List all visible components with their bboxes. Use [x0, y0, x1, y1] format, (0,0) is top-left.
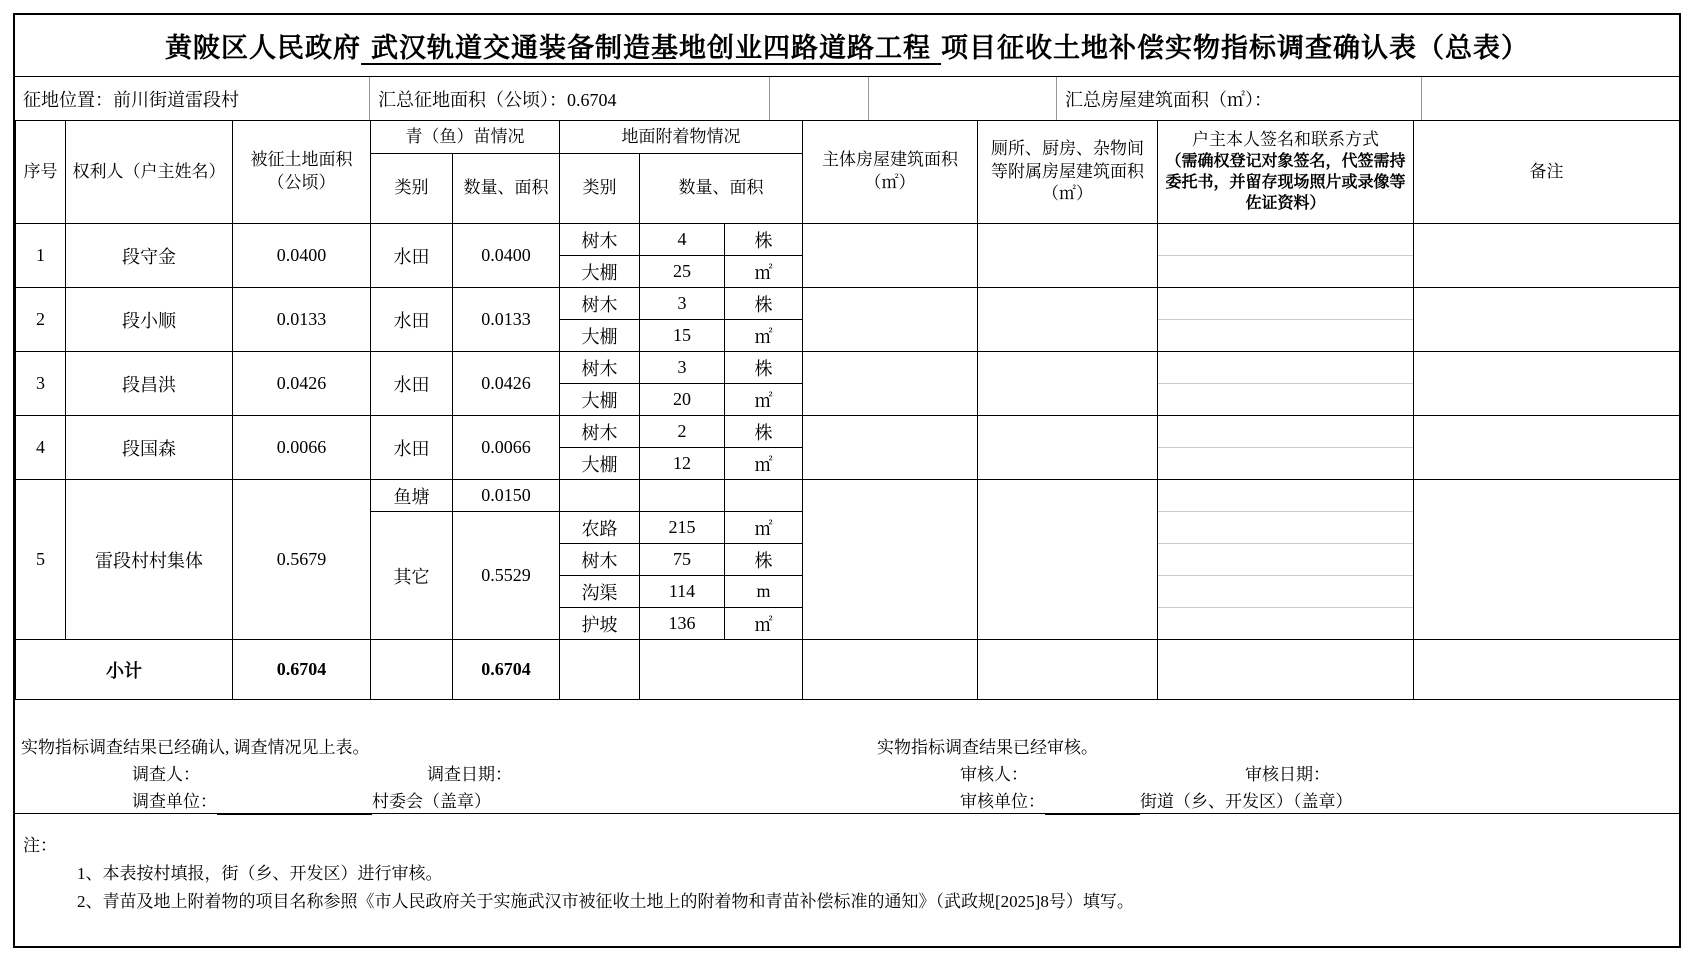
cell-seq: 2 [16, 288, 66, 352]
header-aux-house-line1: 厕所、厨房、杂物间 [991, 138, 1145, 158]
cell-aux-house-area [978, 288, 1158, 352]
cell-crop-type: 水田 [371, 416, 453, 480]
cell-attachment-unit: 株 [725, 224, 803, 256]
signature-divider-line [1158, 383, 1413, 384]
cell-attachment-unit [725, 480, 803, 512]
auditor-label: 审核人： [960, 765, 1028, 784]
surveyor-line [15, 761, 847, 788]
header-crop-category: 类别 [371, 154, 453, 224]
subtotal-land-area: 0.6704 [233, 640, 371, 700]
notes-label: 注： [23, 836, 57, 855]
cell-crop-amount: 0.0133 [453, 288, 560, 352]
cell-attachment-unit: m [725, 576, 803, 608]
empty-cell [770, 77, 869, 120]
cell-attachment-unit: ㎡ [725, 256, 803, 288]
cell-aux-house-area [978, 416, 1158, 480]
cell-attachment-type [560, 480, 640, 512]
cell-attachment-type: 农路 [560, 512, 640, 544]
header-main-house [803, 121, 978, 224]
cell-attachment-type: 大棚 [560, 320, 640, 352]
auditor-line [847, 761, 1679, 788]
subtotal-crop-amount: 0.6704 [453, 640, 560, 700]
notes-section [15, 813, 1679, 946]
cell-attachment-qty: 20 [640, 384, 725, 416]
header-seq: 序号 [16, 121, 66, 224]
cell-attachment-unit: ㎡ [725, 512, 803, 544]
header-main-house-line2: （㎡） [864, 173, 916, 192]
cell-seq: 1 [16, 224, 66, 288]
audit-confirm-text: 实物指标调查结果已经审核。 [877, 738, 1098, 757]
cell-aux-house-area [978, 480, 1158, 640]
cell-main-house-area [803, 288, 978, 352]
table-body [16, 224, 1680, 700]
indicator-table [15, 120, 1680, 700]
cell-attachment-qty: 136 [640, 608, 725, 640]
subtotal-label: 小计 [16, 640, 233, 700]
signature-divider-line [1158, 319, 1413, 320]
cell-attachment-qty: 4 [640, 224, 725, 256]
audit-signoff [847, 734, 1679, 813]
header-land-area-line2: （公顷） [267, 173, 336, 192]
header-attachment-quantity: 数量、面积 [640, 154, 803, 224]
empty-cell [869, 77, 1057, 120]
header-remark: 备注 [1414, 121, 1680, 224]
survey-unit-label: 调查单位： [132, 792, 217, 811]
cell-seq: 4 [16, 416, 66, 480]
header-aux-house [978, 121, 1158, 224]
cell-attachment-qty: 15 [640, 320, 725, 352]
signature-divider-line [1158, 447, 1413, 448]
note-item-1: 1、本表按村填报，街（乡、开发区）进行审核。 [77, 864, 443, 883]
cell-attachment-qty: 25 [640, 256, 725, 288]
signature-divider-line [1158, 607, 1413, 608]
cell-attachment-type: 大棚 [560, 256, 640, 288]
signature-divider-line [1158, 511, 1413, 512]
cell-owner: 段昌洪 [66, 352, 233, 416]
cell-owner: 雷段村村集体 [66, 480, 233, 640]
cell-owner: 段小顺 [66, 288, 233, 352]
signoff-section [15, 700, 1679, 813]
summary-info-row [15, 77, 1679, 120]
header-signature-line1: 户主本人签名和联系方式 [1192, 130, 1380, 150]
cell-land-area: 0.0426 [233, 352, 371, 416]
cell-owner: 段国森 [66, 416, 233, 480]
survey-unit-suffix: 村委会（盖章） [372, 792, 491, 811]
survey-form [13, 13, 1681, 948]
subtotal-attachment-type [560, 640, 640, 700]
cell-land-area: 0.0133 [233, 288, 371, 352]
cell-crop-type: 水田 [371, 352, 453, 416]
cell-aux-house-area [978, 352, 1158, 416]
cell-remark [1414, 352, 1680, 416]
page-title [165, 26, 1529, 65]
header-attachments-group: 地面附着物情况 [560, 121, 803, 154]
empty-cell [1422, 77, 1679, 120]
cell-attachment-type: 树木 [560, 224, 640, 256]
land-location-cell: 征地位置：前川街道雷段村 [15, 77, 370, 120]
cell-seq: 5 [16, 480, 66, 640]
title-project-name: 武汉轨道交通装备制造基地创业四路道路工程 [361, 33, 941, 65]
table-row [16, 480, 1680, 512]
cell-remark [1414, 480, 1680, 640]
cell-attachment-qty: 3 [640, 288, 725, 320]
title-prefix: 黄陂区人民政府 [165, 33, 361, 63]
cell-attachment-qty: 215 [640, 512, 725, 544]
note-item-2: 2、青苗及地上附着物的项目名称参照《市人民政府关于实施武汉市被征收土地上的附着物和青苗补偿标准的通知》（武政规[2025]8号）填写。 [77, 892, 1134, 911]
cell-attachment-type: 大棚 [560, 384, 640, 416]
cell-crop-amount: 0.0400 [453, 224, 560, 288]
surveyor-label: 调查人： [132, 765, 200, 784]
audit-unit-label: 审核单位： [960, 792, 1045, 811]
cell-main-house-area [803, 224, 978, 288]
cell-attachment-unit: ㎡ [725, 448, 803, 480]
cell-attachment-type: 树木 [560, 416, 640, 448]
header-owner: 权利人（户主姓名） [66, 121, 233, 224]
cell-attachment-unit: 株 [725, 416, 803, 448]
cell-attachment-qty [640, 480, 725, 512]
survey-signoff [15, 734, 847, 813]
cell-main-house-area [803, 480, 978, 640]
header-main-house-line1: 主体房屋建筑面积 [822, 150, 959, 170]
subtotal-row [16, 640, 1680, 700]
cell-crop-amount: 0.0426 [453, 352, 560, 416]
cell-attachment-qty: 3 [640, 352, 725, 384]
cell-attachment-type: 树木 [560, 352, 640, 384]
cell-signature [1158, 288, 1414, 352]
cell-land-area: 0.0400 [233, 224, 371, 288]
survey-confirm-text: 实物指标调查结果已经确认, 调查情况见上表。 [21, 738, 370, 757]
cell-attachment-type: 树木 [560, 288, 640, 320]
subtotal-remark [1414, 640, 1680, 700]
cell-attachment-qty: 12 [640, 448, 725, 480]
cell-main-house-area [803, 416, 978, 480]
header-aux-house-line3: （㎡） [1042, 184, 1094, 204]
cell-signature [1158, 416, 1414, 480]
table-row [16, 288, 1680, 320]
cell-attachment-qty: 75 [640, 544, 725, 576]
cell-remark [1414, 224, 1680, 288]
cell-attachment-type: 沟渠 [560, 576, 640, 608]
subtotal-crop-type [371, 640, 453, 700]
cell-attachment-type: 护坡 [560, 608, 640, 640]
cell-crop-amount: 0.5529 [453, 512, 560, 640]
cell-attachment-unit: 株 [725, 544, 803, 576]
audit-unit-line [847, 788, 1679, 815]
cell-attachment-unit: ㎡ [725, 384, 803, 416]
cell-crop-type: 水田 [371, 224, 453, 288]
subtotal-aux-house [978, 640, 1158, 700]
header-crops-group: 青（鱼）苗情况 [371, 121, 560, 154]
cell-crop-type: 鱼塘 [371, 480, 453, 512]
subtotal-main-house [803, 640, 978, 700]
cell-attachment-type: 大棚 [560, 448, 640, 480]
cell-remark [1414, 288, 1680, 352]
header-aux-house-line2: 等附属房屋建筑面积 [991, 161, 1145, 181]
header-land-area [233, 121, 371, 224]
cell-owner: 段守金 [66, 224, 233, 288]
cell-land-area: 0.5679 [233, 480, 371, 640]
table-row [16, 416, 1680, 448]
cell-land-area: 0.0066 [233, 416, 371, 480]
cell-aux-house-area [978, 224, 1158, 288]
cell-attachment-unit: ㎡ [725, 320, 803, 352]
title-suffix: 项目征收土地补偿实物指标调查确认表（总表） [941, 33, 1529, 63]
cell-attachment-unit: 株 [725, 352, 803, 384]
cell-seq: 3 [16, 352, 66, 416]
cell-crop-amount: 0.0150 [453, 480, 560, 512]
signature-divider-line [1158, 255, 1413, 256]
table-row [16, 352, 1680, 384]
cell-remark [1414, 416, 1680, 480]
cell-signature [1158, 224, 1414, 288]
signature-divider-line [1158, 575, 1413, 576]
subtotal-signature [1158, 640, 1414, 700]
cell-crop-type: 其它 [371, 512, 453, 640]
audit-unit-suffix: 街道（乡、开发区）（盖章） [1140, 792, 1353, 811]
header-signature [1158, 121, 1414, 224]
signature-divider-line [1158, 543, 1413, 544]
cell-attachment-unit: ㎡ [725, 608, 803, 640]
table-row [16, 224, 1680, 256]
table-header [16, 121, 1680, 224]
form-title-row [15, 15, 1679, 77]
cell-signature [1158, 352, 1414, 416]
header-land-area-line1: 被征土地面积 [250, 150, 353, 170]
survey-unit-line [15, 788, 847, 815]
survey-date-label: 调查日期： [427, 765, 512, 784]
cell-crop-type: 水田 [371, 288, 453, 352]
cell-crop-amount: 0.0066 [453, 416, 560, 480]
cell-main-house-area [803, 352, 978, 416]
total-building-area-cell: 汇总房屋建筑面积（㎡）： [1057, 77, 1422, 120]
cell-attachment-qty: 114 [640, 576, 725, 608]
header-attachment-category: 类别 [560, 154, 640, 224]
cell-attachment-type: 树木 [560, 544, 640, 576]
total-land-area-cell: 汇总征地面积（公顷）：0.6704 [370, 77, 770, 120]
cell-attachment-unit: 株 [725, 288, 803, 320]
header-crop-quantity: 数量、面积 [453, 154, 560, 224]
cell-attachment-qty: 2 [640, 416, 725, 448]
subtotal-attachment-qty [640, 640, 803, 700]
header-signature-note: （需确权登记对象签名，代签需持委托书，并留存现场照片或录像等佐证资料） [1165, 153, 1406, 212]
audit-date-label: 审核日期： [1245, 765, 1330, 784]
cell-signature [1158, 480, 1414, 640]
